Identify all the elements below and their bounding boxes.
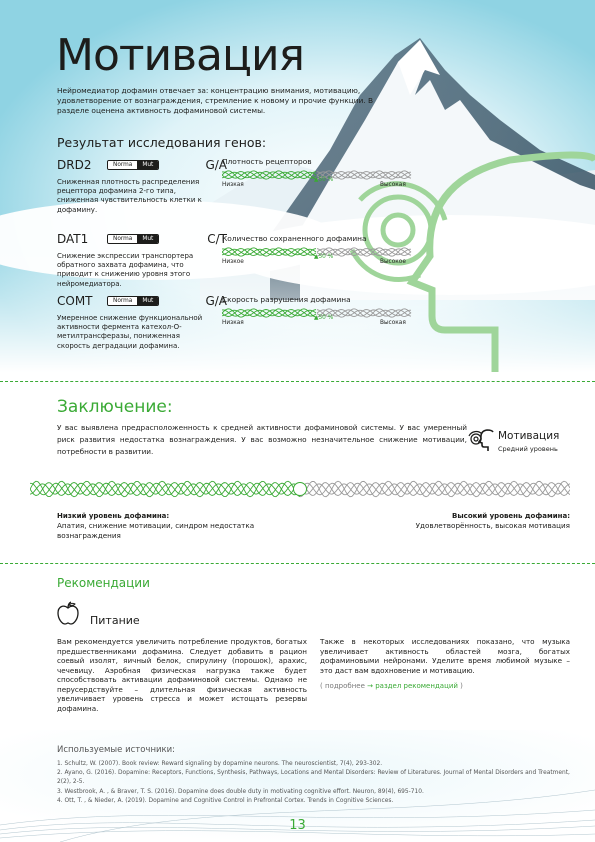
toggle-mut: Mut: [137, 161, 158, 169]
gene-drd2: [57, 158, 227, 215]
gene-description: Умеренное снижение функциональной активности фермента катехол-О-метилтрансферазы, пониженная скорость деградации дофамина.: [57, 314, 203, 350]
meter-title: Количество сохраненного дофамина: [222, 234, 367, 243]
genes-section-title: Результат исследования генов:: [57, 135, 267, 150]
meter-receptor-density: [222, 157, 412, 191]
intro-text: Нейромедиатор дофамин отвечает за: концентрацию внимания, мотивацию, удовлетворение от вознаграждения, стремление к новому и прочие функции. В разделе оценена активность дофаминовой системы.: [57, 86, 374, 115]
nutrition-text-left: Вам рекомендуется увеличить потребление продуктов, богатых предшественниками дофамина. Следует добавить в рацион соевый изолят, яичный белок, спирулину (порошок), арахис, чечевицу. Аэробная физическая нагрузка также будет способствовать активации дофаминовой системы. Однако не перусердствуйте – длительная физическая активность увеличивает уровень стресса и может истощать резервы дофамина.: [57, 637, 307, 713]
apple-icon: [57, 601, 79, 625]
gene-name: COMT: [57, 294, 93, 308]
meter-high-label: Высокая: [380, 320, 406, 326]
low-dopamine-heading: Низкий уровень дофамина:: [57, 512, 170, 520]
meter-low-label: Низкая: [222, 320, 244, 326]
norma-mut-toggle: [107, 160, 159, 170]
page-number: 13: [289, 818, 306, 833]
toggle-mut: Mut: [137, 235, 158, 243]
toggle-norma: Norma: [108, 235, 137, 243]
high-dopamine-heading: Высокий уровень дофамина:: [452, 512, 570, 520]
section-divider: [0, 563, 595, 564]
norma-mut-toggle: [107, 234, 159, 244]
meter-dopamine-breakdown: [222, 295, 412, 329]
meter-high-label: Высокая: [380, 182, 406, 188]
sources-title: Используемые источники:: [57, 745, 176, 755]
source-item: 2. Ayano, G. (2016). Dopamine: Receptors, Functions, Synthesis, Pathways, Locations and Mental Disorders: Review of Literatures. Journal of Mental Disorders and Treatment, 2(2), 2-5.: [57, 770, 570, 786]
music-text: Также в некоторых исследованиях показано, что музыка увеличивает активность областей мозга, богатых дофаминовыми нейронами. Уделите время любимой музыке – это даст вам вдохновение и мотивацию.: [320, 637, 570, 675]
meter-title: Плотность рецепторов: [222, 157, 312, 166]
source-item: 3. Westbrook, A. , & Braver, T. S. (2016). Dopamine does double duty in motivating cognitive effort. Neuron, 89(4), 695-710.: [57, 788, 424, 795]
gene-description: Сниженная плотность распределения рецептора дофамина 2-го типа, сниженная чувствительность клетки к дофамину.: [57, 178, 202, 214]
recommendations-title: Рекомендации: [57, 576, 150, 590]
gene-comt: [57, 294, 227, 351]
badge-title: Мотивация: [498, 430, 560, 442]
meter-title: Скорость разрушения дофамина: [222, 295, 351, 304]
meter-high-label: Высокое: [380, 259, 406, 265]
level-marker: [294, 483, 307, 496]
section-divider: [0, 381, 595, 382]
meter-low-label: Низкое: [222, 259, 244, 265]
head-target-icon: [466, 428, 494, 452]
sources-list: [57, 760, 577, 806]
toggle-norma: Norma: [108, 161, 137, 169]
dopamine-scale-bar: [30, 476, 570, 502]
toggle-mut: Mut: [137, 297, 158, 305]
meter-value-label: ▲50 %: [314, 315, 334, 321]
gene-description: Снижение экспрессии транспортера обратного захвата дофамина, что приводит к снижению уровня этого нейромедиатора.: [57, 252, 194, 288]
source-item: 1. Schultz, W. (2007). Book review: Reward signaling by dopamine neurons. The neuroscientist, 7(4), 293-302.: [57, 761, 383, 767]
conclusion-text: У вас выявлена предрасположенность к средней активности дофаминовой системы. У вас умеренный риск развития недостатка вознаграждения. У вас возможно незначительное снижение мотивации, потребности в развитии.: [57, 423, 467, 456]
genotype: G/A: [205, 158, 227, 172]
meter-low-label: Низкая: [222, 182, 244, 188]
meter-stored-dopamine: [222, 234, 412, 268]
high-dopamine-text: Удовлетворённость, высокая мотивация: [415, 521, 570, 530]
genotype: G/A: [205, 294, 227, 308]
page-title: Мотивация: [56, 30, 305, 81]
badge-level: Средний уровень: [498, 445, 558, 453]
meter-value-label: ▲50 %: [314, 177, 334, 183]
low-dopamine-text: Апатия, снижение мотивации, синдром недостатка вознаграждения: [57, 521, 255, 540]
gene-name: DAT1: [57, 232, 89, 246]
gene-dat1: [57, 232, 227, 289]
toggle-norma: Norma: [108, 297, 137, 305]
norma-mut-toggle: [107, 296, 159, 306]
source-item: 4. Ott, T. , & Nieder, A. (2019). Dopamine and Cognitive Control in Prefrontal Cortex. Trends in Cognitive Sciences.: [57, 797, 394, 804]
nutrition-text-right: [320, 637, 570, 692]
gene-name: DRD2: [57, 158, 92, 172]
meter-value-label: ▲50 %: [314, 254, 334, 260]
conclusion-title: Заключение:: [57, 397, 173, 417]
nutrition-title: Питание: [90, 614, 140, 627]
genotype: C/T: [207, 232, 227, 246]
more-link[interactable]: ( подробнее → раздел рекомендаций ): [320, 682, 463, 690]
